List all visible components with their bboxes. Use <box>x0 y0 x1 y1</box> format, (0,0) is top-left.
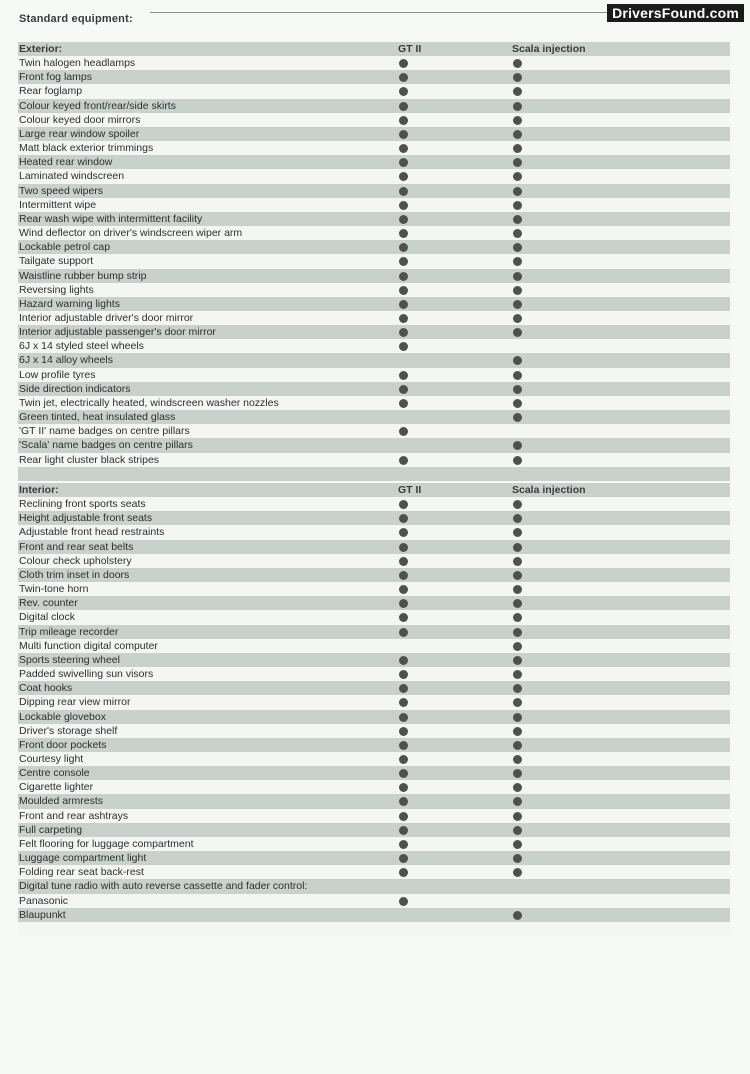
interior-row-label: Dipping rear view mirror <box>19 696 131 709</box>
interior-row-label: Front and rear seat belts <box>19 540 134 553</box>
gt2-included-dot <box>399 215 408 224</box>
scala-included-dot <box>513 172 522 181</box>
gt2-included-dot <box>399 500 408 509</box>
interior-row <box>18 511 730 525</box>
exterior-row <box>18 212 730 226</box>
gt2-included-dot <box>399 514 408 523</box>
scala-included-dot <box>513 797 522 806</box>
interior-row-label: Full carpeting <box>19 823 83 836</box>
exterior-row-label: Waistline rubber bump strip <box>19 269 147 282</box>
exterior-row-label: Low profile tyres <box>19 368 96 381</box>
interior-row <box>18 738 730 752</box>
scala-included-dot <box>513 812 522 821</box>
interior-row-label: Twin-tone horn <box>19 583 89 596</box>
gt2-included-dot <box>399 840 408 849</box>
scala-included-dot <box>513 528 522 537</box>
exterior-row-label: Heated rear window <box>19 156 113 169</box>
interior-row-label: Front and rear ashtrays <box>19 809 129 822</box>
scala-included-dot <box>513 201 522 210</box>
gt2-included-dot <box>399 897 408 906</box>
exterior-row-label: Laminated windscreen <box>19 170 125 183</box>
scala-included-dot <box>513 628 522 637</box>
interior-table <box>18 483 730 936</box>
exterior-row <box>18 311 730 325</box>
gt2-included-dot <box>399 187 408 196</box>
exterior-row <box>18 368 730 382</box>
exterior-row-label: Rear light cluster black stripes <box>19 453 160 466</box>
interior-row <box>18 568 730 582</box>
exterior-row <box>18 325 730 339</box>
interior-row <box>18 823 730 837</box>
scala-included-dot <box>513 158 522 167</box>
scala-included-dot <box>513 441 522 450</box>
scala-included-dot <box>513 613 522 622</box>
gt2-included-dot <box>399 741 408 750</box>
exterior-row <box>18 127 730 141</box>
exterior-row-label: Hazard warning lights <box>19 297 120 310</box>
gt2-included-dot <box>399 783 408 792</box>
interior-row-label: Height adjustable front seats <box>19 512 153 525</box>
interior-row-label: Front door pockets <box>19 738 107 751</box>
interior-row <box>18 596 730 610</box>
exterior-row-label: Large rear window spoiler <box>19 127 140 140</box>
exterior-row-label: Twin halogen headlamps <box>19 57 136 70</box>
scala-included-dot <box>513 300 522 309</box>
interior-row <box>18 554 730 568</box>
page-title: Standard equipment: <box>19 13 133 25</box>
scala-included-dot <box>513 684 522 693</box>
gt2-included-dot <box>399 769 408 778</box>
gt2-included-dot <box>399 755 408 764</box>
interior-header-row <box>18 483 730 497</box>
exterior-row-label: Interior adjustable passenger's door mirror <box>19 326 216 339</box>
exterior-row <box>18 410 730 424</box>
exterior-row <box>18 424 730 438</box>
exterior-row <box>18 141 730 155</box>
watermark: DriversFound.com <box>607 4 744 22</box>
gt2-included-dot <box>399 229 408 238</box>
interior-row <box>18 497 730 511</box>
gt2-included-dot <box>399 656 408 665</box>
scala-included-dot <box>513 741 522 750</box>
exterior-row-label: Two speed wipers <box>19 184 104 197</box>
scala-included-dot <box>513 399 522 408</box>
exterior-row-label: Lockable petrol cap <box>19 241 111 254</box>
scala-included-dot <box>513 713 522 722</box>
gt2-included-dot <box>399 257 408 266</box>
interior-row-label: Padded swivelling sun visors <box>19 668 154 681</box>
exterior-col-gt2: GT II <box>398 43 422 55</box>
gt2-included-dot <box>399 243 408 252</box>
exterior-row <box>18 99 730 113</box>
interior-row <box>18 780 730 794</box>
exterior-row-label: Tailgate support <box>19 255 94 268</box>
exterior-row <box>18 269 730 283</box>
gt2-included-dot <box>399 272 408 281</box>
interior-row-label: Centre console <box>19 767 90 780</box>
scala-included-dot <box>513 59 522 68</box>
gt2-included-dot <box>399 628 408 637</box>
gt2-included-dot <box>399 528 408 537</box>
scala-included-dot <box>513 314 522 323</box>
interior-row-label: Felt flooring for luggage compartment <box>19 837 194 850</box>
gt2-included-dot <box>399 713 408 722</box>
interior-row <box>18 710 730 724</box>
exterior-row <box>18 353 730 367</box>
scala-included-dot <box>513 87 522 96</box>
exterior-row-label: Reversing lights <box>19 283 94 296</box>
interior-row-label: Folding rear seat back-rest <box>19 866 144 879</box>
scala-included-dot <box>513 727 522 736</box>
interior-row-label: Rev. counter <box>19 597 78 610</box>
interior-row <box>18 766 730 780</box>
interior-row-label: Luggage compartment light <box>19 852 147 865</box>
gt2-included-dot <box>399 116 408 125</box>
exterior-row <box>18 184 730 198</box>
exterior-header-row <box>18 42 730 56</box>
scala-included-dot <box>513 599 522 608</box>
interior-row-label: Courtesy light <box>19 752 84 765</box>
interior-row <box>18 794 730 808</box>
scala-included-dot <box>513 585 522 594</box>
scala-included-dot <box>513 840 522 849</box>
exterior-row-label: Green tinted, heat insulated glass <box>19 411 176 424</box>
interior-row-label: Sports steering wheel <box>19 653 120 666</box>
scala-included-dot <box>513 868 522 877</box>
scala-included-dot <box>513 286 522 295</box>
gt2-included-dot <box>399 599 408 608</box>
exterior-end-band <box>18 467 730 481</box>
exterior-row-label: Colour keyed front/rear/side skirts <box>19 99 176 112</box>
exterior-row-label: Twin jet, electrically heated, windscreen washer nozzles <box>19 396 279 409</box>
scala-included-dot <box>513 755 522 764</box>
exterior-row <box>18 453 730 467</box>
interior-row-label: Lockable glovebox <box>19 710 106 723</box>
interior-row-label: Digital tune radio with auto reverse cassette and fader control: <box>19 880 308 893</box>
interior-row <box>18 582 730 596</box>
interior-col-gt2: GT II <box>398 484 422 496</box>
interior-row <box>18 525 730 539</box>
exterior-col-scala: Scala injection <box>512 43 586 55</box>
interior-row-label: Cigarette lighter <box>19 781 94 794</box>
interior-row-label: Adjustable front head restraints <box>19 526 165 539</box>
gt2-included-dot <box>399 300 408 309</box>
interior-row <box>18 851 730 865</box>
scala-included-dot <box>513 500 522 509</box>
exterior-row <box>18 226 730 240</box>
interior-row <box>18 752 730 766</box>
exterior-heading: Exterior: <box>19 43 63 55</box>
exterior-table <box>18 42 730 481</box>
scala-included-dot <box>513 385 522 394</box>
gt2-included-dot <box>399 342 408 351</box>
gt2-included-dot <box>399 543 408 552</box>
gt2-included-dot <box>399 87 408 96</box>
gt2-included-dot <box>399 73 408 82</box>
scala-included-dot <box>513 783 522 792</box>
interior-row-label: Driver's storage shelf <box>19 724 118 737</box>
exterior-row <box>18 240 730 254</box>
interior-row <box>18 667 730 681</box>
gt2-included-dot <box>399 854 408 863</box>
scala-included-dot <box>513 272 522 281</box>
gt2-included-dot <box>399 613 408 622</box>
interior-end-band <box>18 922 730 936</box>
scala-included-dot <box>513 698 522 707</box>
interior-row <box>18 724 730 738</box>
interior-row <box>18 865 730 879</box>
exterior-row <box>18 198 730 212</box>
scala-included-dot <box>513 371 522 380</box>
exterior-row-label: Side direction indicators <box>19 382 131 395</box>
gt2-included-dot <box>399 427 408 436</box>
exterior-row <box>18 113 730 127</box>
interior-col-scala: Scala injection <box>512 484 586 496</box>
scala-included-dot <box>513 257 522 266</box>
interior-row-label: Trip mileage recorder <box>19 625 119 638</box>
gt2-included-dot <box>399 868 408 877</box>
scala-included-dot <box>513 356 522 365</box>
exterior-row <box>18 283 730 297</box>
exterior-row-label: Wind deflector on driver's windscreen wiper arm <box>19 227 243 240</box>
gt2-included-dot <box>399 797 408 806</box>
interior-row <box>18 653 730 667</box>
scala-included-dot <box>513 769 522 778</box>
exterior-row-label: Matt black exterior trimmings <box>19 142 154 155</box>
scala-included-dot <box>513 571 522 580</box>
scala-included-dot <box>513 243 522 252</box>
interior-row <box>18 695 730 709</box>
scala-included-dot <box>513 514 522 523</box>
interior-row-label: Moulded armrests <box>19 795 104 808</box>
gt2-included-dot <box>399 385 408 394</box>
gt2-included-dot <box>399 172 408 181</box>
exterior-row <box>18 254 730 268</box>
gt2-included-dot <box>399 670 408 679</box>
scala-included-dot <box>513 229 522 238</box>
interior-heading: Interior: <box>19 484 59 496</box>
exterior-row-label: 'GT II' name badges on centre pillars <box>19 425 190 438</box>
gt2-included-dot <box>399 571 408 580</box>
scala-included-dot <box>513 911 522 920</box>
gt2-included-dot <box>399 201 408 210</box>
exterior-row-label: Intermittent wipe <box>19 198 97 211</box>
scala-included-dot <box>513 854 522 863</box>
interior-row <box>18 625 730 639</box>
interior-row-label: Reclining front sports seats <box>19 498 146 511</box>
exterior-row <box>18 169 730 183</box>
interior-row-label: Colour check upholstery <box>19 554 132 567</box>
exterior-row <box>18 56 730 70</box>
gt2-included-dot <box>399 812 408 821</box>
scala-included-dot <box>513 656 522 665</box>
interior-row <box>18 837 730 851</box>
exterior-row-label: Rear foglamp <box>19 85 83 98</box>
gt2-included-dot <box>399 328 408 337</box>
gt2-included-dot <box>399 130 408 139</box>
interior-row-label: Digital clock <box>19 611 76 624</box>
gt2-included-dot <box>399 102 408 111</box>
scala-included-dot <box>513 413 522 422</box>
scala-included-dot <box>513 328 522 337</box>
gt2-included-dot <box>399 557 408 566</box>
interior-row <box>18 894 730 908</box>
exterior-row-label: 'Scala' name badges on centre pillars <box>19 439 193 452</box>
exterior-row <box>18 84 730 98</box>
gt2-included-dot <box>399 399 408 408</box>
exterior-row <box>18 70 730 84</box>
interior-row <box>18 879 730 893</box>
exterior-row <box>18 396 730 410</box>
exterior-row-label: Rear wash wipe with intermittent facility <box>19 212 203 225</box>
gt2-included-dot <box>399 456 408 465</box>
scala-included-dot <box>513 456 522 465</box>
scala-included-dot <box>513 116 522 125</box>
interior-row <box>18 908 730 922</box>
gt2-included-dot <box>399 158 408 167</box>
interior-row <box>18 540 730 554</box>
gt2-included-dot <box>399 727 408 736</box>
gt2-included-dot <box>399 59 408 68</box>
exterior-row-label: 6J x 14 styled steel wheels <box>19 340 144 353</box>
interior-row <box>18 681 730 695</box>
scala-included-dot <box>513 187 522 196</box>
interior-row <box>18 610 730 624</box>
gt2-included-dot <box>399 585 408 594</box>
interior-row-label: Blaupunkt <box>19 908 66 921</box>
scala-included-dot <box>513 215 522 224</box>
gt2-included-dot <box>399 698 408 707</box>
exterior-row <box>18 297 730 311</box>
interior-row-label: Coat hooks <box>19 682 73 695</box>
scala-included-dot <box>513 73 522 82</box>
exterior-row-label: Colour keyed door mirrors <box>19 113 141 126</box>
exterior-row-label: Front fog lamps <box>19 71 92 84</box>
exterior-row-label: 6J x 14 alloy wheels <box>19 354 113 367</box>
gt2-included-dot <box>399 826 408 835</box>
interior-row <box>18 639 730 653</box>
exterior-row <box>18 339 730 353</box>
interior-row <box>18 809 730 823</box>
scala-included-dot <box>513 102 522 111</box>
scala-included-dot <box>513 144 522 153</box>
exterior-row <box>18 155 730 169</box>
scala-included-dot <box>513 642 522 651</box>
exterior-row <box>18 438 730 452</box>
scala-included-dot <box>513 557 522 566</box>
gt2-included-dot <box>399 314 408 323</box>
interior-row-label: Panasonic <box>19 894 69 907</box>
scala-included-dot <box>513 826 522 835</box>
scala-included-dot <box>513 670 522 679</box>
gt2-included-dot <box>399 286 408 295</box>
scala-included-dot <box>513 543 522 552</box>
exterior-row <box>18 382 730 396</box>
scala-included-dot <box>513 130 522 139</box>
gt2-included-dot <box>399 144 408 153</box>
gt2-included-dot <box>399 371 408 380</box>
gt2-included-dot <box>399 684 408 693</box>
exterior-row-label: Interior adjustable driver's door mirror <box>19 311 194 324</box>
interior-row-label: Multi function digital computer <box>19 639 158 652</box>
interior-row-label: Cloth trim inset in doors <box>19 568 130 581</box>
